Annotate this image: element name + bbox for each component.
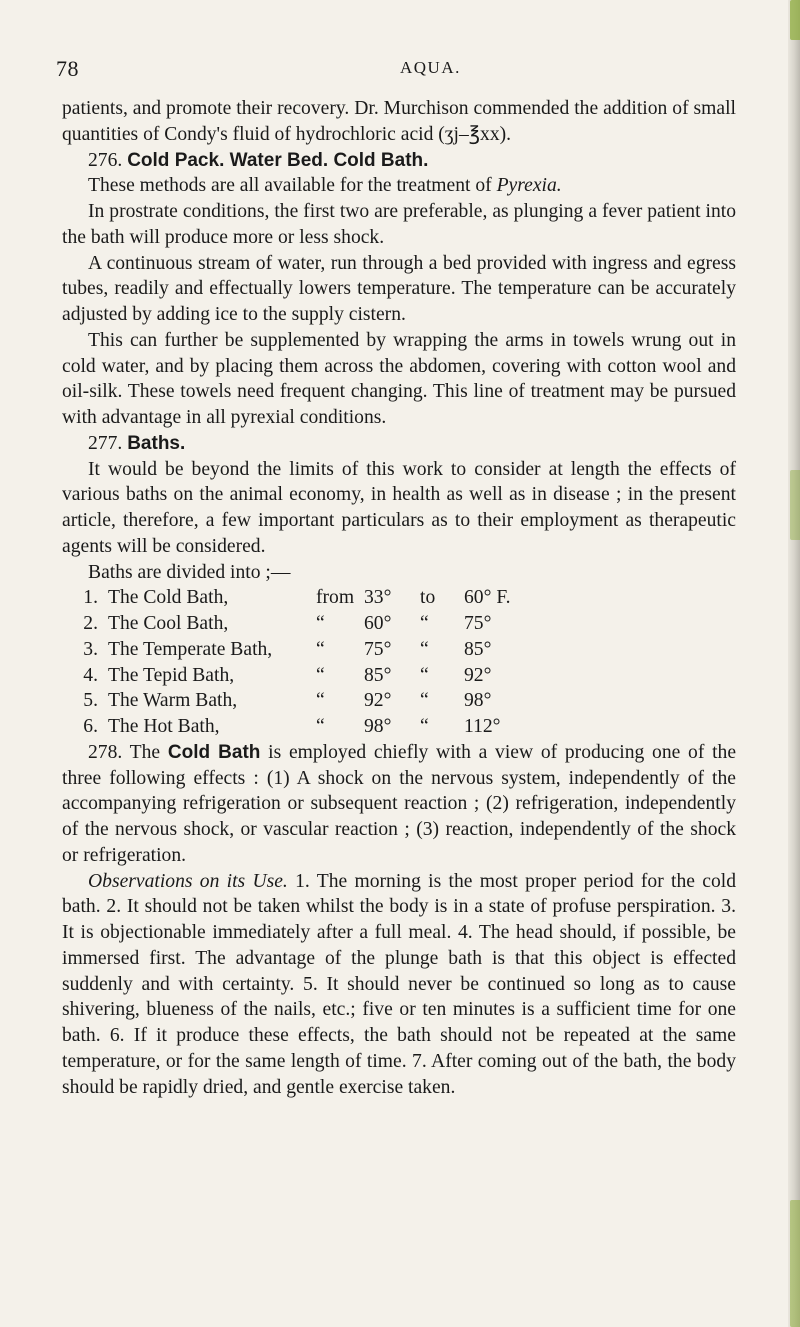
page-number: 78 [56, 56, 79, 81]
page-edge-tab [790, 0, 800, 40]
max-temperature: 98° [464, 690, 492, 712]
from-word: “ [316, 638, 325, 660]
to-word: “ [420, 613, 429, 634]
section-heading-277 [62, 431, 736, 457]
paragraph: This can further be supplemented by wrapping the arms in towels wrung out in cold water, and by placing them across the abdomen, covering with cotton wool and oil-silk. These towels need frequent changing. This line of treatment may be pursued with advantage in all pyrexial conditions. [62, 329, 736, 428]
max-temperature: 92° [464, 664, 492, 686]
section-number: 276. [88, 149, 123, 171]
row-number: 3. [83, 638, 98, 660]
paragraph: It would be beyond the limits of this work to consider at length the effects of various baths on the animal economy, in health as well as in disease ; in the present article, therefore, a few important particulars as to their employment as therapeutic agents will be considered. [62, 458, 736, 557]
page-header [56, 56, 736, 86]
table-row [76, 637, 716, 663]
bath-name: The Warm Bath, [108, 690, 238, 712]
to-word: “ [420, 690, 429, 712]
page-edge-tab [790, 1200, 800, 1327]
bath-name: The Tepid Bath, [108, 664, 235, 686]
table-row [76, 688, 716, 714]
to-word: “ [420, 716, 429, 737]
body-text [62, 96, 736, 1100]
row-number: 5. [83, 690, 98, 712]
bath-name: The Temperate Bath, [108, 638, 273, 660]
row-number: 6. [83, 716, 98, 737]
bath-name: The Cool Bath, [108, 613, 229, 634]
table-row [76, 714, 716, 740]
running-title: AQUA. [400, 58, 461, 77]
from-word: “ [316, 716, 325, 737]
table-row [76, 585, 716, 611]
paragraph: Baths are divided into ;— [88, 561, 291, 583]
table-row [76, 611, 716, 637]
page-edge-tab [790, 470, 800, 540]
section-number: 277. [88, 432, 123, 454]
max-temperature: 75° [464, 613, 492, 634]
table-row [76, 663, 716, 689]
from-word: “ [316, 690, 325, 712]
bath-name: The Cold Bath, [108, 587, 229, 609]
min-temperature: 85° [364, 664, 392, 686]
paragraph-text: These methods are all available for the treatment of [88, 175, 492, 197]
from-word: “ [316, 664, 325, 686]
to-word: “ [420, 664, 429, 686]
section-heading-276 [62, 148, 736, 174]
min-temperature: 75° [364, 638, 392, 660]
section-title: Cold Bath [167, 741, 261, 763]
paragraph-text: 1. The morning is the most proper period for the cold bath. 2. It should not be taken whilst the body is in a state of profuse perspiration. 3. It is objectionable immediately after a full meal. 4. The head should, if possible, be immersed first. The advantage of the plunge bath is that this object is effected suddenly and with certainty. 5. It should never be continued so long as to cause shivering, blueness of the nails, etc.; five or ten minutes is a sufficient time for one bath. 6. If it produce these effects, the bath should not be repeated at the same temperature, or for the same length of time. 7. After coming out of the bath, the body should be rapidly dried, and gentle exercise taken. [62, 870, 736, 1098]
section-title: Baths. [127, 432, 186, 454]
row-number: 4. [83, 664, 98, 686]
italic-term: Pyrexia. [496, 175, 562, 197]
max-temperature: 85° [464, 638, 492, 660]
paragraph-observations [62, 869, 736, 1101]
to-word: “ [420, 638, 429, 660]
observations-title: Observations on its Use. [88, 870, 288, 892]
paragraph [62, 173, 736, 199]
paragraph: A continuous stream of water, run through a bed provided with ingress and egress tubes, readily and effectually lowers temperature. The temperature can be accurately adjusted by adding ice to the supply cistern. [62, 252, 736, 325]
row-number: 2. [83, 613, 98, 634]
from-word: from [316, 587, 355, 609]
bath-name: The Hot Bath, [108, 716, 220, 737]
from-word: “ [316, 613, 325, 634]
row-number: 1. [83, 587, 98, 609]
min-temperature: 33° [364, 587, 392, 609]
max-temperature: 60° F. [464, 587, 511, 609]
min-temperature: 60° [364, 613, 392, 634]
paragraph-text: is employed chiefly with a view of producing one of the three following effects : (1) A shock on the nervous system, independently of the accompanying refrigeration or subsequent reaction ; (2) refrigeration, independently of the nervous shock, or vascular reaction ; (3) reaction, independently of the shock or refrigeration. [62, 741, 737, 866]
page-edge [788, 0, 800, 1327]
to-word: to [420, 587, 436, 609]
min-temperature: 98° [364, 716, 392, 737]
bath-temperature-table [76, 585, 716, 740]
paragraph: In prostrate conditions, the first two are preferable, as plunging a fever patient into the bath will produce more or less shock. [62, 201, 736, 248]
article-word: The [129, 741, 161, 763]
max-temperature: 112° [464, 716, 501, 737]
paragraph: patients, and promote their recovery. Dr. Murchison commended the addition of small quantities of Condy's fluid of hydrochloric acid (ʒj–℥xx). [62, 98, 736, 145]
min-temperature: 92° [364, 690, 392, 712]
section-title: Cold Pack. Water Bed. Cold Bath. [127, 149, 429, 171]
section-number: 278. [88, 741, 123, 763]
paragraph-278 [62, 740, 736, 869]
